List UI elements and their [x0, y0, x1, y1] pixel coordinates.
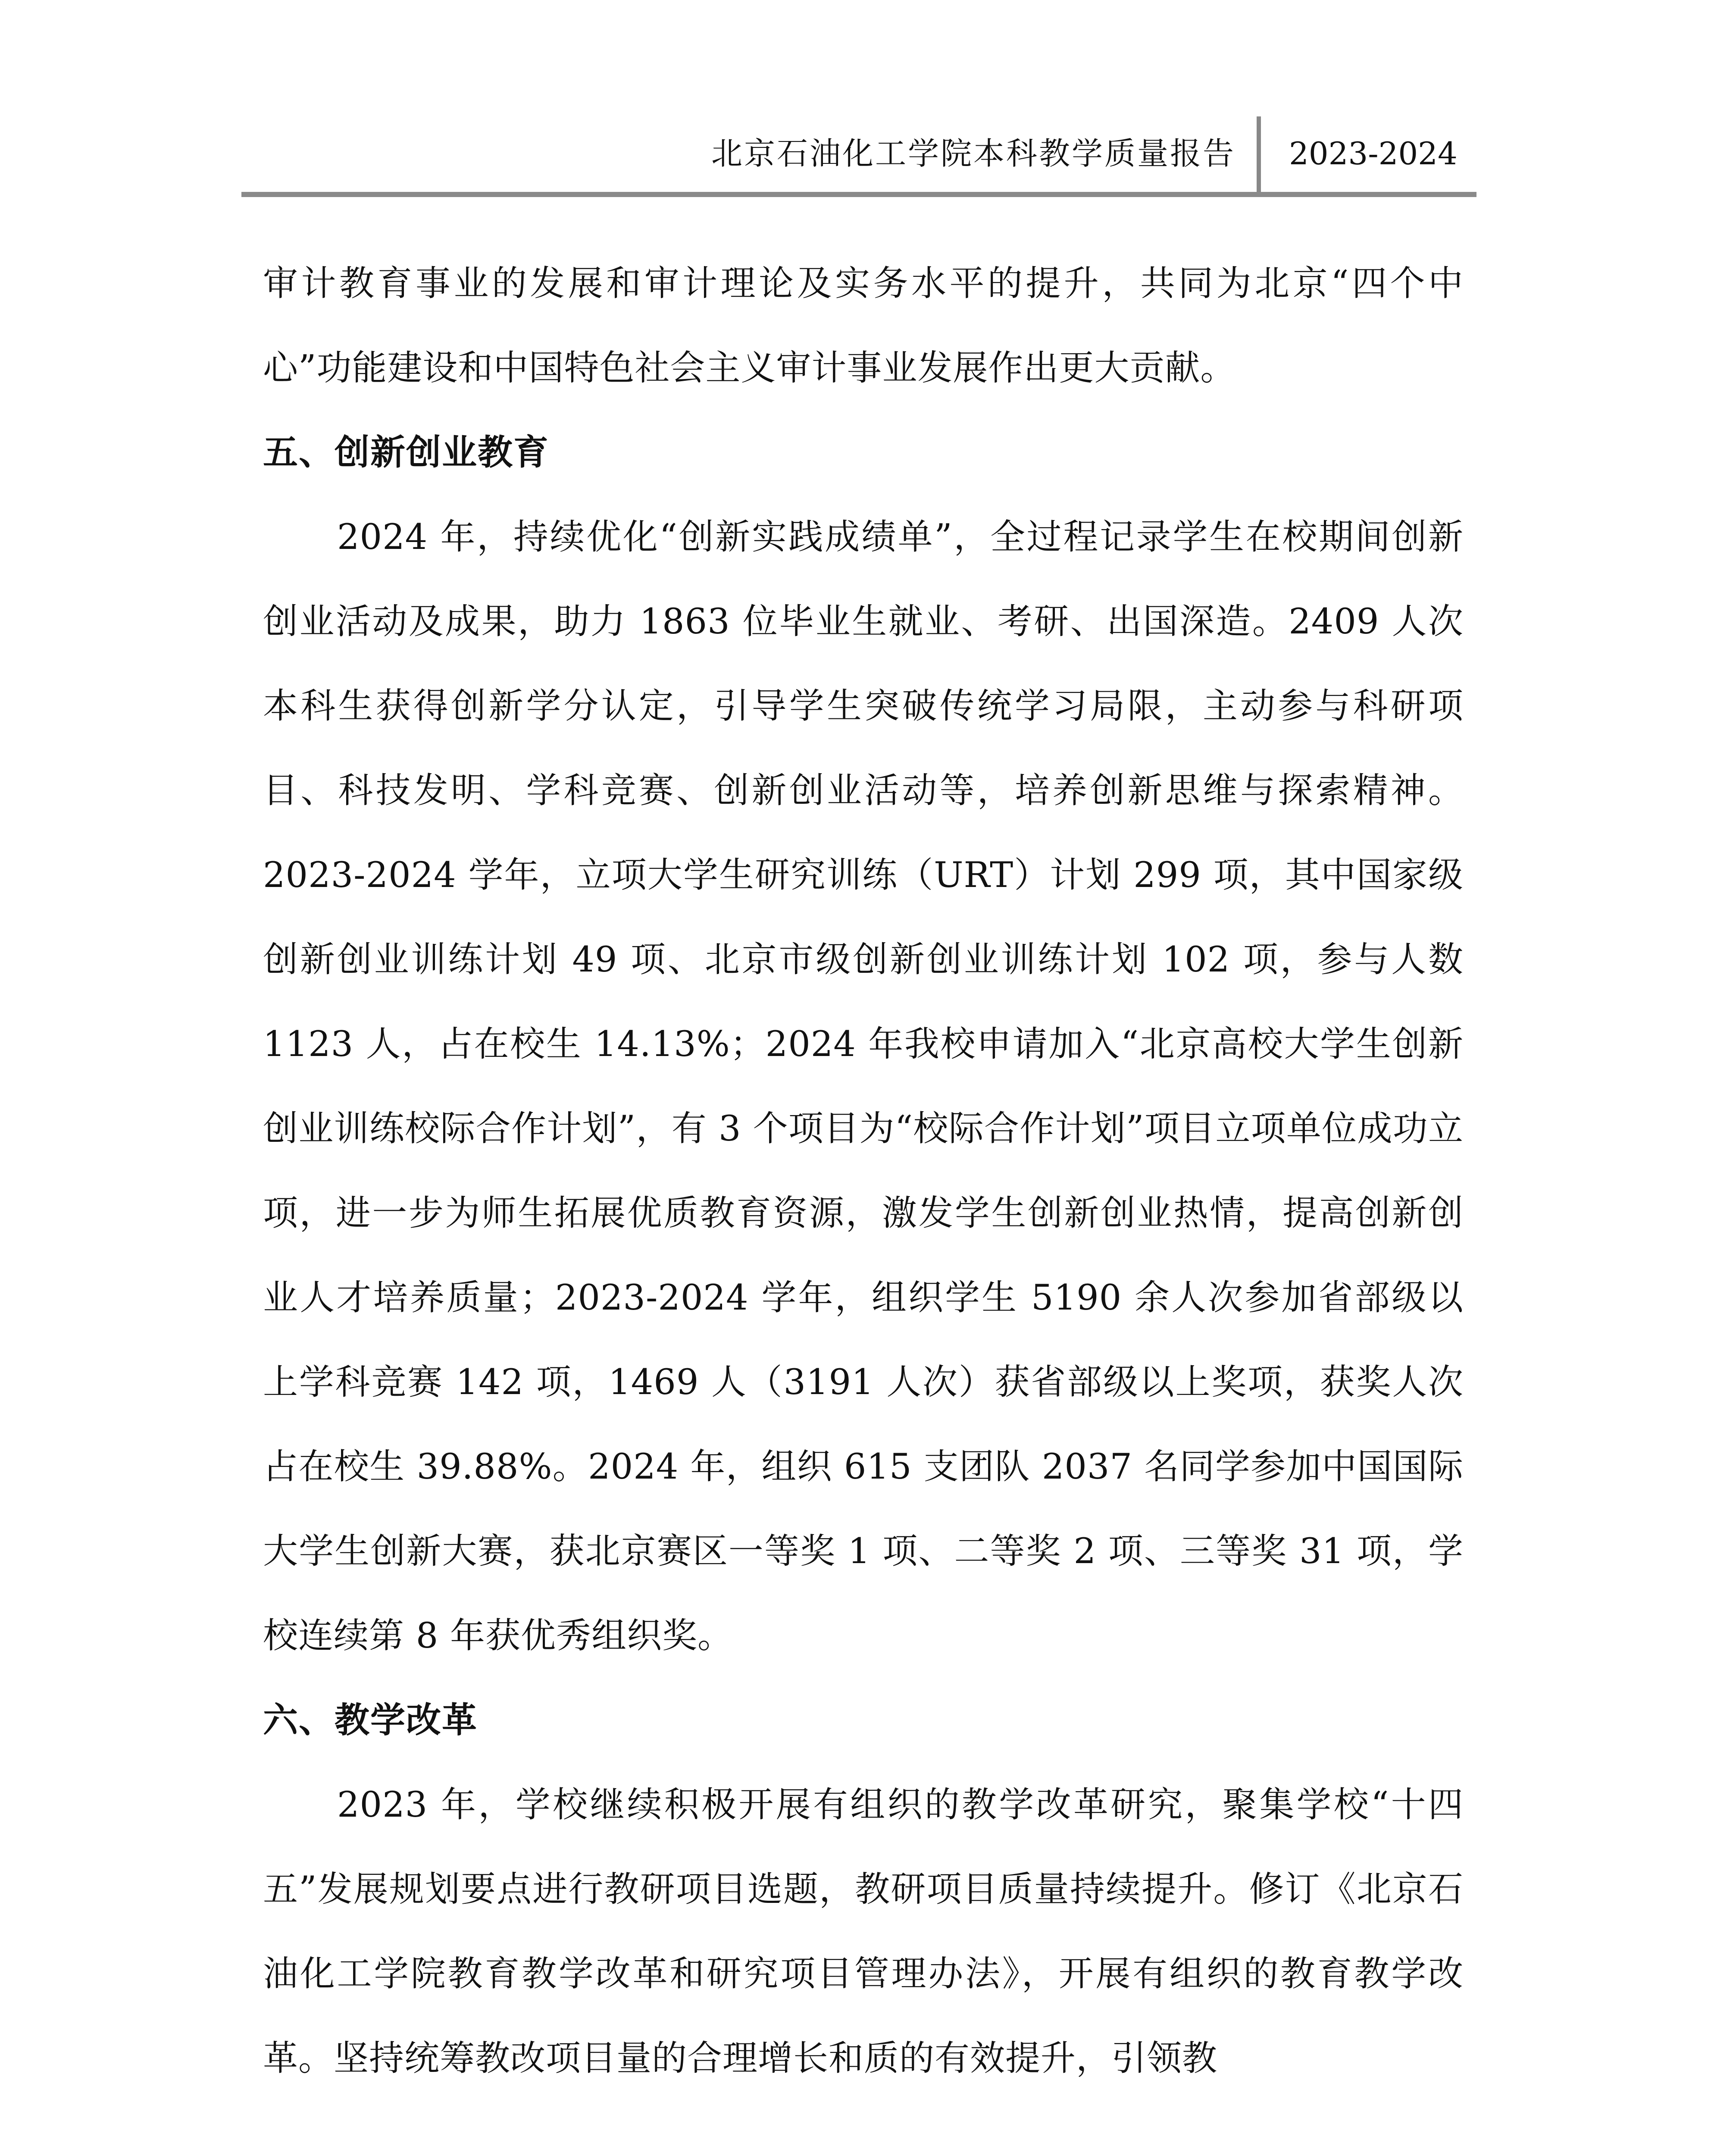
paragraph-section-5: 2024 年，持续优化“创新实践成绩单”，全过程记录学生在校期间创新创业活动及成果，助力 1863 位毕业生就业、考研、出国深造。2409 人次本科生获得创新学分认定，引导学生突破传统学习局限，主动参与科研项目、科技发明、学科竞赛、创新创业活动等，培养创新思维与探索精神。2023-2024 学年，立项大学生研究训练（URT）计划 299 项，其中国家级创新创业训练计划 49 项、北京市级创新创业训练计划 102 项，参与人数 1123 人，占在校生 14.13%；2024 年我校申请加入“北京高校大学生创新创业训练校际合作计划”，有 3 个项目为“校际合作计划”项目立项单位成功立项，进一步为师生拓展优质教育资源，激发学生创新创业热情，提高创新创业人才培养质量；2023-2024 学年，组织学生 5190 余人次参加省部级以上学科竞赛 142 项，1469 人（3191 人次）获省部级以上奖项，获奖人次占在校生 39.88%。2024 年，组织 615 支团队 2037 名同学参加中国国际大学生创新大赛，获北京赛区一等奖 1 项、二等奖 2 项、三等奖 31 项，学校连续第 8 年获优秀组织奖。 [263, 517, 1464, 1656]
section-heading-6: 六、教学改革 [263, 1700, 478, 1741]
section-heading-5: 五、创新创业教育 [263, 432, 550, 473]
header-year: 2023-2024 [1289, 135, 1458, 172]
page-content [263, 241, 1464, 2101]
paragraph-intro: 审计教育事业的发展和审计理论及实务水平的提升，共同为北京“四个中心”功能建设和中国特色社会主义审计事业发展作出更大贡献。 [263, 263, 1464, 389]
header-title: 北京石油化工学院本科教学质量报告 [711, 135, 1236, 172]
header-divider [1257, 116, 1261, 192]
paragraph-section-6: 2023 年，学校继续积极开展有组织的教学改革研究，聚集学校“十四五”发展规划要点进行教研项目选题，教研项目质量持续提升。修订《北京石油化工学院教育教学改革和研究项目管理办法》，开展有组织的教育教学改革。坚持统筹教改项目量的合理增长和质的有效提升，引领教 [263, 1785, 1464, 2079]
header-rule [241, 192, 1476, 197]
page-header [241, 116, 1476, 203]
